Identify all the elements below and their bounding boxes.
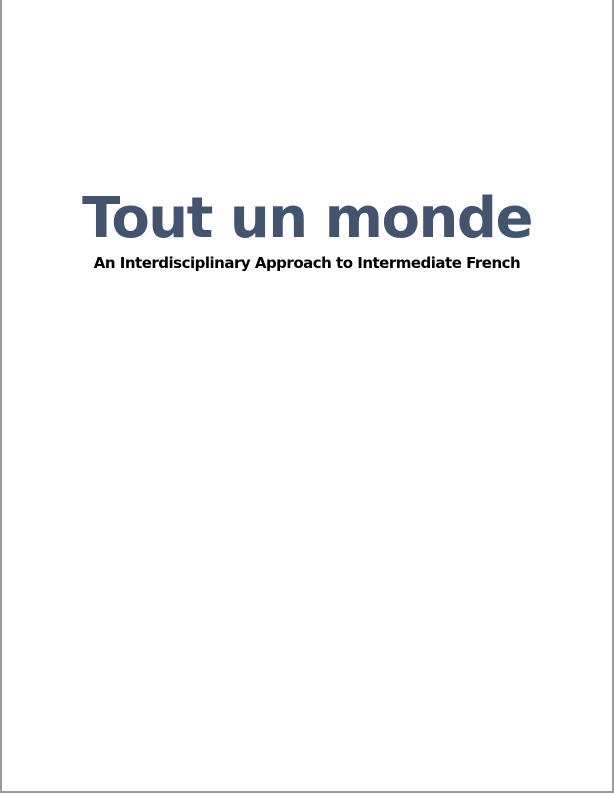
book-subtitle: An Interdisciplinary Approach to Intermediate French	[93, 253, 521, 272]
blank-page-area	[2, 272, 612, 752]
book-title: Tout un monde	[82, 186, 532, 251]
title-block	[2, 0, 612, 272]
